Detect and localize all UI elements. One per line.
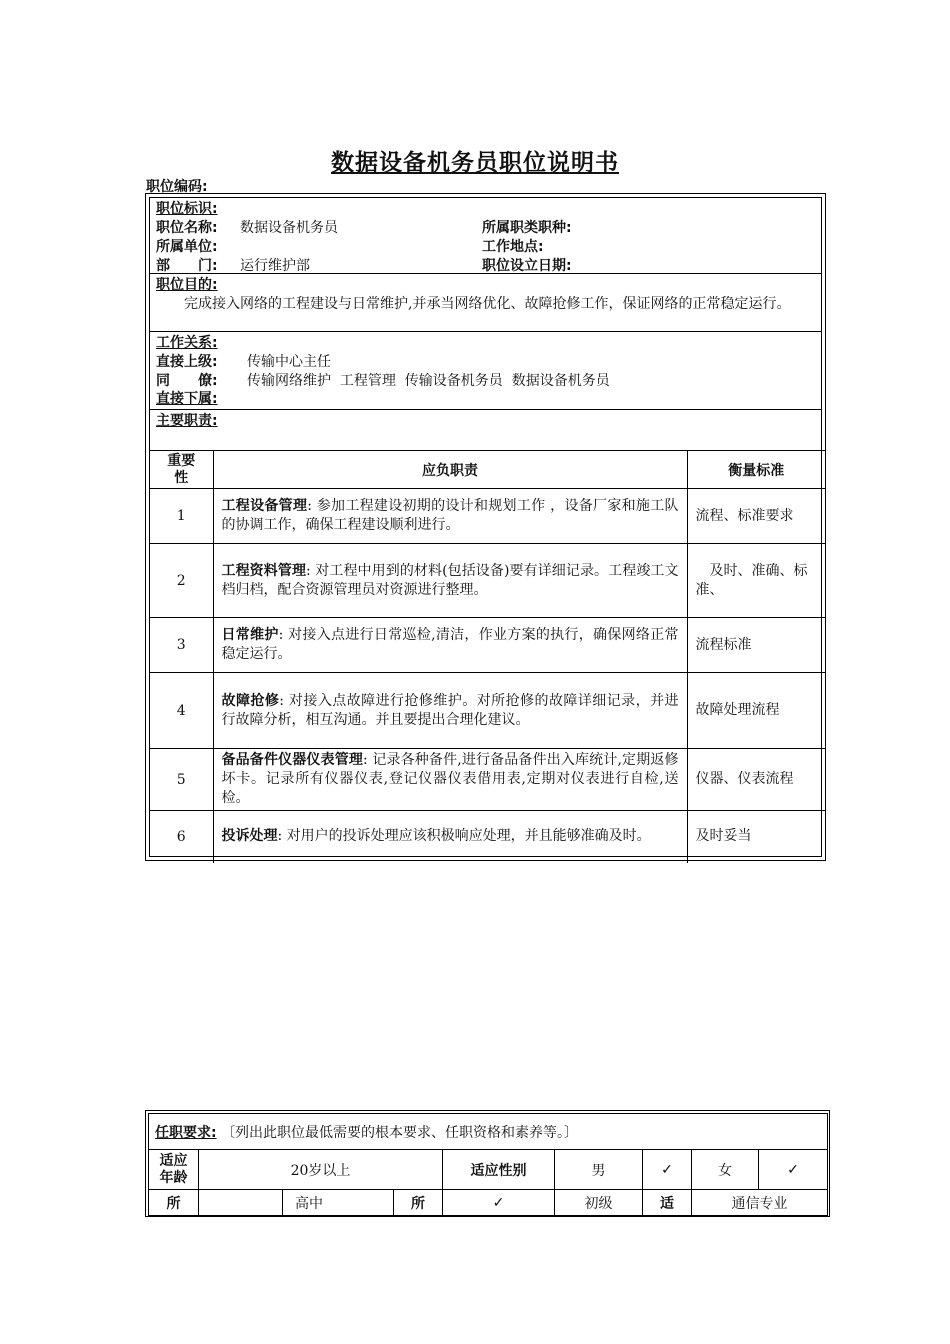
- col-importance-label: 重要性: [167, 452, 196, 486]
- location-label: 工作地点:: [482, 239, 544, 255]
- row-desc: [213, 811, 687, 863]
- relations-heading: 工作关系:: [156, 335, 218, 351]
- requirements-table: [148, 1113, 828, 1216]
- male-check-icon: ✓: [643, 1150, 692, 1190]
- row3-label3: 适: [643, 1190, 692, 1216]
- row-num: 5: [150, 749, 213, 811]
- row-title: 故障抢修: [221, 692, 280, 709]
- dept-value: 运行维护部: [240, 258, 310, 274]
- row-title: 备品备件仪器仪表管理: [221, 752, 363, 768]
- age-gender-row: [149, 1150, 828, 1190]
- date-label: 职位设立日期:: [482, 258, 572, 274]
- age-label-cell: [149, 1150, 199, 1190]
- row-title: 日常维护: [221, 627, 279, 643]
- category-label: 所属职类职种:: [482, 220, 572, 236]
- row-desc: [213, 544, 687, 618]
- job-description-inner: [149, 197, 822, 857]
- row-num: 6: [150, 811, 213, 863]
- position-name-value: 数据设备机务员: [240, 220, 338, 236]
- col-standard-header: 衡量标准: [687, 451, 825, 489]
- education-value: 高中: [283, 1190, 394, 1216]
- row-desc-text: 记录各种备件,进行备品备件出入库统计,定期返修坏卡。记录所有仪器仪表,登记仪器仪表借用表,定期对仪表进行自检,送检。: [221, 752, 679, 806]
- requirements-frame: [145, 1110, 830, 1217]
- duties-header-row: [150, 451, 825, 489]
- major-value: 通信专业: [692, 1190, 828, 1216]
- row-desc: [213, 618, 687, 673]
- row3-check-icon: ✓: [443, 1190, 555, 1216]
- row-sep: :: [306, 562, 311, 579]
- row3-label2: 所: [394, 1190, 443, 1216]
- identification-heading: 职位标识:: [156, 201, 218, 217]
- row-standard: 仪器、仪表流程: [687, 749, 825, 811]
- unit-label: 所属单位:: [156, 239, 218, 255]
- table-row: [150, 673, 825, 749]
- dept-label: 部 门:: [156, 258, 218, 274]
- row-standard: 流程标准: [687, 618, 825, 673]
- row-title: 工程资料管理: [221, 562, 307, 579]
- col-duty-header: 应负职责: [213, 451, 687, 489]
- row-title: 投诉处理: [221, 828, 278, 845]
- row-desc-text: 对接入点故障进行抢修维护。对所抢修的故障详细记录，并进行故障分析，相互沟通。并且要提出合理化建议。: [221, 692, 679, 728]
- row-sep: :: [278, 627, 284, 643]
- superior-label: 直接上级:: [156, 354, 218, 370]
- table-row: [150, 618, 825, 673]
- row-standard: 流程、标准要求: [687, 489, 825, 544]
- female-check-icon: ✓: [759, 1150, 828, 1190]
- requirements-heading-cell: [149, 1114, 828, 1150]
- table-row: [150, 811, 825, 863]
- table-row: [150, 749, 825, 811]
- job-description-frame: [145, 193, 826, 861]
- duties-heading: 主要职责:: [156, 413, 218, 429]
- education-row: [149, 1190, 828, 1216]
- row-num: 4: [150, 673, 213, 749]
- row-sep: :: [307, 498, 312, 514]
- requirements-heading-row: [149, 1114, 828, 1150]
- row3-blank: [199, 1190, 283, 1216]
- row-desc: [213, 489, 687, 544]
- age-label: 适应年龄: [159, 1152, 188, 1186]
- page-title: 数据设备机务员职位说明书: [331, 150, 619, 176]
- duties-section: [150, 410, 821, 450]
- row-num: 2: [150, 544, 213, 618]
- identification-section: [150, 198, 821, 274]
- level-value: 初级: [555, 1190, 643, 1216]
- gender-male: 男: [555, 1150, 643, 1190]
- peers-value: 传输网络维护 工程管理 传输设备机务员 数据设备机务员: [247, 373, 610, 389]
- row-sep: :: [279, 692, 285, 709]
- row-desc-text: 对工程中用到的材料(包括设备)要有详细记录。工程竣工文档归档，配合资源管理员对资源进行整理。: [221, 562, 679, 598]
- row-desc: [213, 673, 687, 749]
- purpose-heading: 职位目的:: [156, 277, 218, 293]
- age-value: 20岁以上: [199, 1150, 443, 1190]
- gender-female: 女: [692, 1150, 759, 1190]
- col-importance-header: [150, 451, 213, 489]
- table-row: [150, 544, 825, 618]
- duties-table: [150, 450, 825, 863]
- position-name-label: 职位名称:: [156, 220, 218, 236]
- row-sep: :: [277, 828, 283, 845]
- peers-label: 同 僚:: [156, 373, 218, 389]
- table-row: [150, 489, 825, 544]
- row-standard: 故障处理流程: [687, 673, 825, 749]
- row-num: 1: [150, 489, 213, 544]
- purpose-section: [150, 274, 821, 332]
- row-standard: 及时、准确、标准、: [687, 544, 825, 618]
- relations-section: [150, 332, 821, 410]
- requirements-note: 〔列出此职位最低需要的根本要求、任职资格和素养等。〕: [221, 1124, 579, 1141]
- row-sep: :: [363, 752, 368, 768]
- purpose-text: 完成接入网络的工程建设与日常维护,并承当网络优化、故障抢修工作，保证网络的正常稳定运行。: [184, 296, 791, 312]
- row-desc-text: 对用户的投诉处理应该积极响应处理，并且能够准确及时。: [286, 828, 651, 845]
- gender-label: 适应性别: [443, 1150, 555, 1190]
- row-desc-text: 对接入点进行日常巡检,清洁，作业方案的执行，确保网络正常稳定运行。: [221, 627, 679, 662]
- row-desc-text: 参加工程建设初期的设计和规划工作 ，设备厂家和施工队的协调工作，确保工程建设顺利进行。: [221, 498, 679, 533]
- position-code-label: 职位编码:: [146, 179, 208, 195]
- subordinate-label: 直接下属:: [156, 391, 218, 407]
- superior-value: 传输中心主任: [247, 354, 331, 370]
- row-standard: 及时妥当: [687, 811, 825, 863]
- row3-label1: 所: [149, 1190, 199, 1216]
- requirements-heading: 任职要求:: [155, 1124, 217, 1141]
- row-num: 3: [150, 618, 213, 673]
- row-desc: [213, 749, 687, 811]
- row-title: 工程设备管理: [221, 498, 308, 514]
